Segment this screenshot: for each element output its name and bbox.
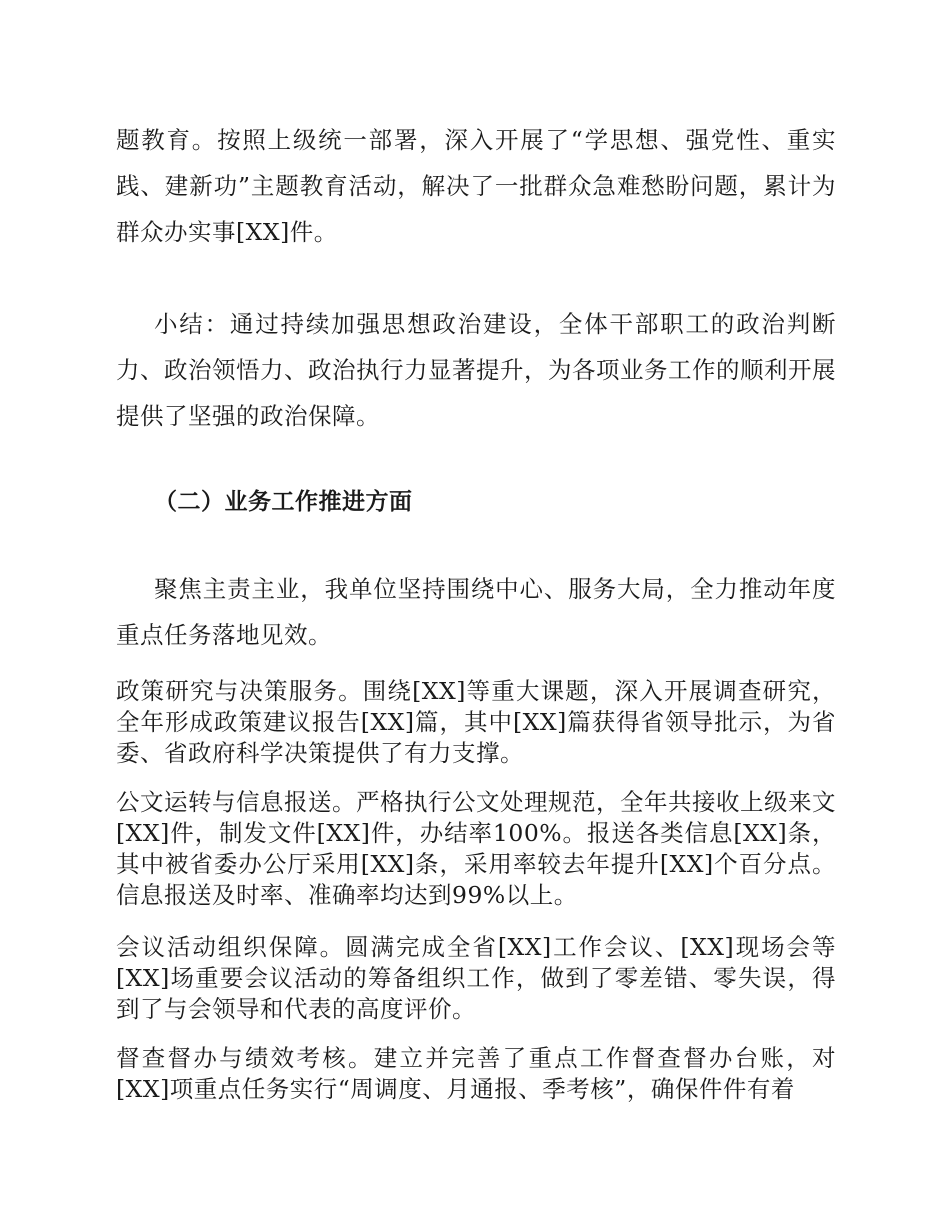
- paragraph-supervision: 督查督办与绩效考核。建立并完善了重点工作督查督办台账，对[XX]项重点任务实行“周调度、月通报、季考核”，确保件件有着: [116, 1044, 836, 1103]
- paragraph-document-handling: 公文运转与信息报送。严格执行公文处理规范，全年共接收上级来文[XX]件，制发文件[XX]件，办结率100%。报送各类信息[XX]条，其中被省委办公厅采用[XX]条，采用率较去年提升[XX]个百分点。信息报送及时率、准确率均达到99%以上。: [116, 788, 836, 909]
- paragraph-theme-education: 题教育。按照上级统一部署，深入开展了“学思想、强党性、重实践、建新功”主题教育活动，解决了一批群众急难愁盼问题，累计为群众办实事[XX]件。: [116, 126, 836, 246]
- paragraph-section-intro: 聚焦主责主业，我单位坚持围绕中心、服务大局，全力推动年度重点任务落地见效。: [116, 575, 836, 649]
- paragraph-meeting-support: 会议活动组织保障。圆满完成全省[XX]工作会议、[XX]现场会等[XX]场重要会议活动的筹备组织工作，做到了零差错、零失误，得到了与会领导和代表的高度评价。: [116, 933, 836, 1023]
- paragraph-policy-research: 政策研究与决策服务。围绕[XX]等重大课题，深入开展调查研究，全年形成政策建议报告[XX]篇，其中[XX]篇获得省领导批示，为省委、省政府科学决策提供了有力支撑。: [116, 677, 836, 767]
- paragraph-summary: 小结：通过持续加强思想政治建设，全体干部职工的政治判断力、政治领悟力、政治执行力显著提升，为各项业务工作的顺利开展提供了坚强的政治保障。: [116, 310, 836, 430]
- section-heading: （二）业务工作推进方面: [154, 488, 413, 515]
